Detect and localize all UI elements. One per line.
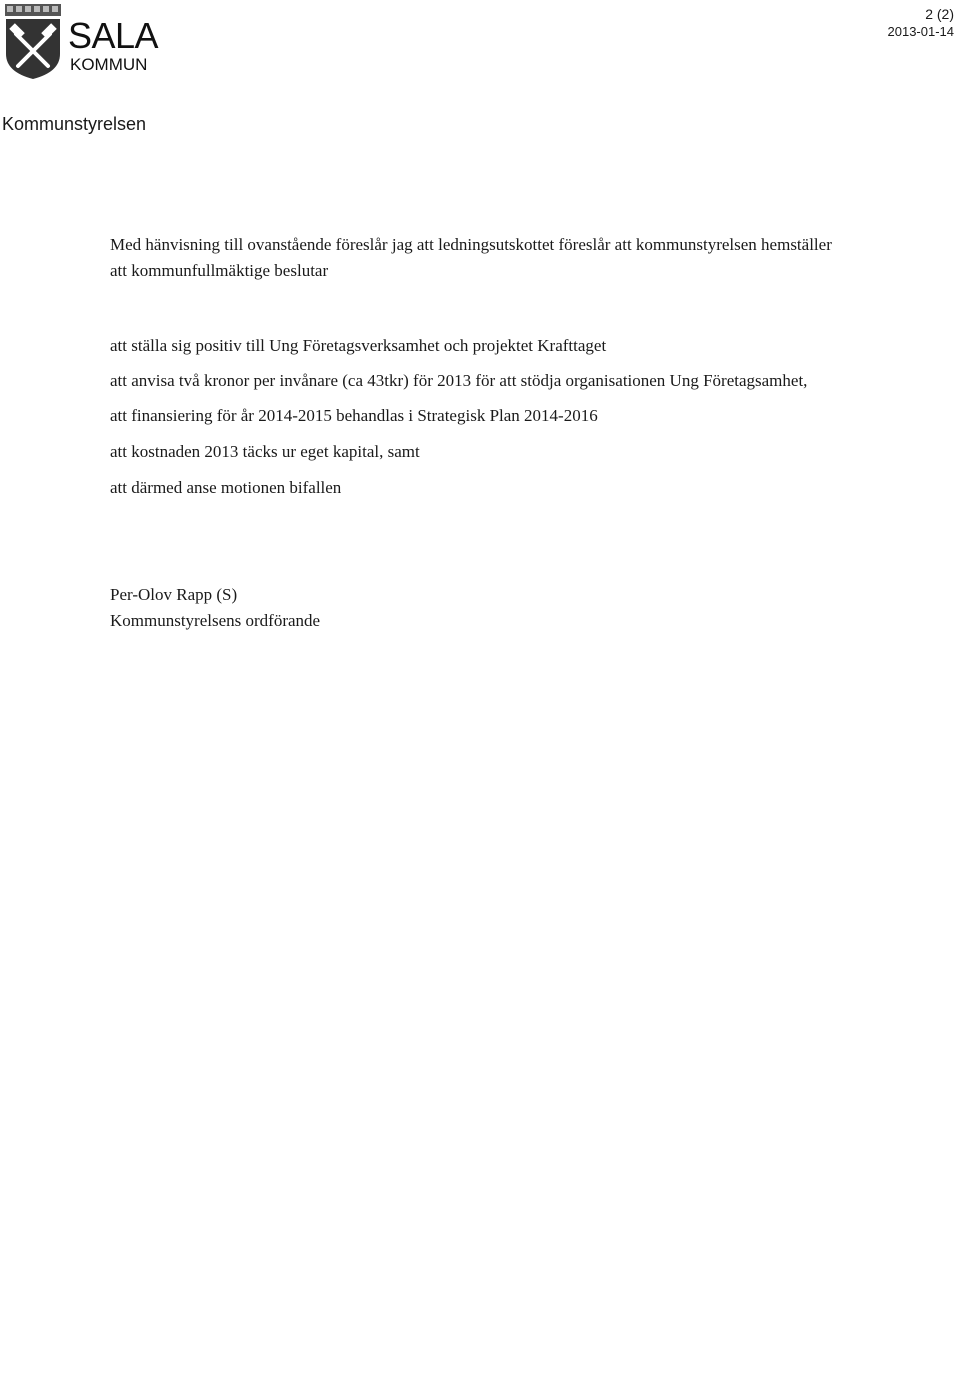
decision-item: att därmed anse motionen bifallen <box>110 478 342 497</box>
decision-item: att anvisa två kronor per invånare (ca 43tkr) för 2013 för att stödja organisationen Ung Företagsamhet, <box>110 371 808 390</box>
decision-item: att finansiering för år 2014-2015 behandlas i Strategisk Plan 2014-2016 <box>110 406 598 425</box>
coat-of-arms-icon <box>4 4 62 80</box>
signatory-name: Per-Olov Rapp (S) <box>110 585 238 604</box>
org-subtitle: KOMMUN <box>70 55 148 74</box>
decision-list <box>110 333 850 511</box>
decision-item: att ställa sig positiv till Ung Företagsverksamhet och projektet Krafttaget <box>110 336 607 355</box>
page-number: 2 (2) <box>925 6 954 22</box>
document-date: 2013-01-14 <box>887 24 954 39</box>
signatory-title: Kommunstyrelsens ordförande <box>110 611 321 630</box>
decision-item: att kostnaden 2013 täcks ur eget kapital, samt <box>110 442 420 461</box>
municipality-logo <box>4 4 174 84</box>
department-name: Kommunstyrelsen <box>2 114 147 134</box>
intro-paragraph: Med hänvisning till ovanstående föreslår jag att ledningsutskottet föreslår att kommunstyrelsen hemställer att kommunfullmäktige beslutar <box>110 235 832 280</box>
org-name: SALA <box>68 15 159 56</box>
